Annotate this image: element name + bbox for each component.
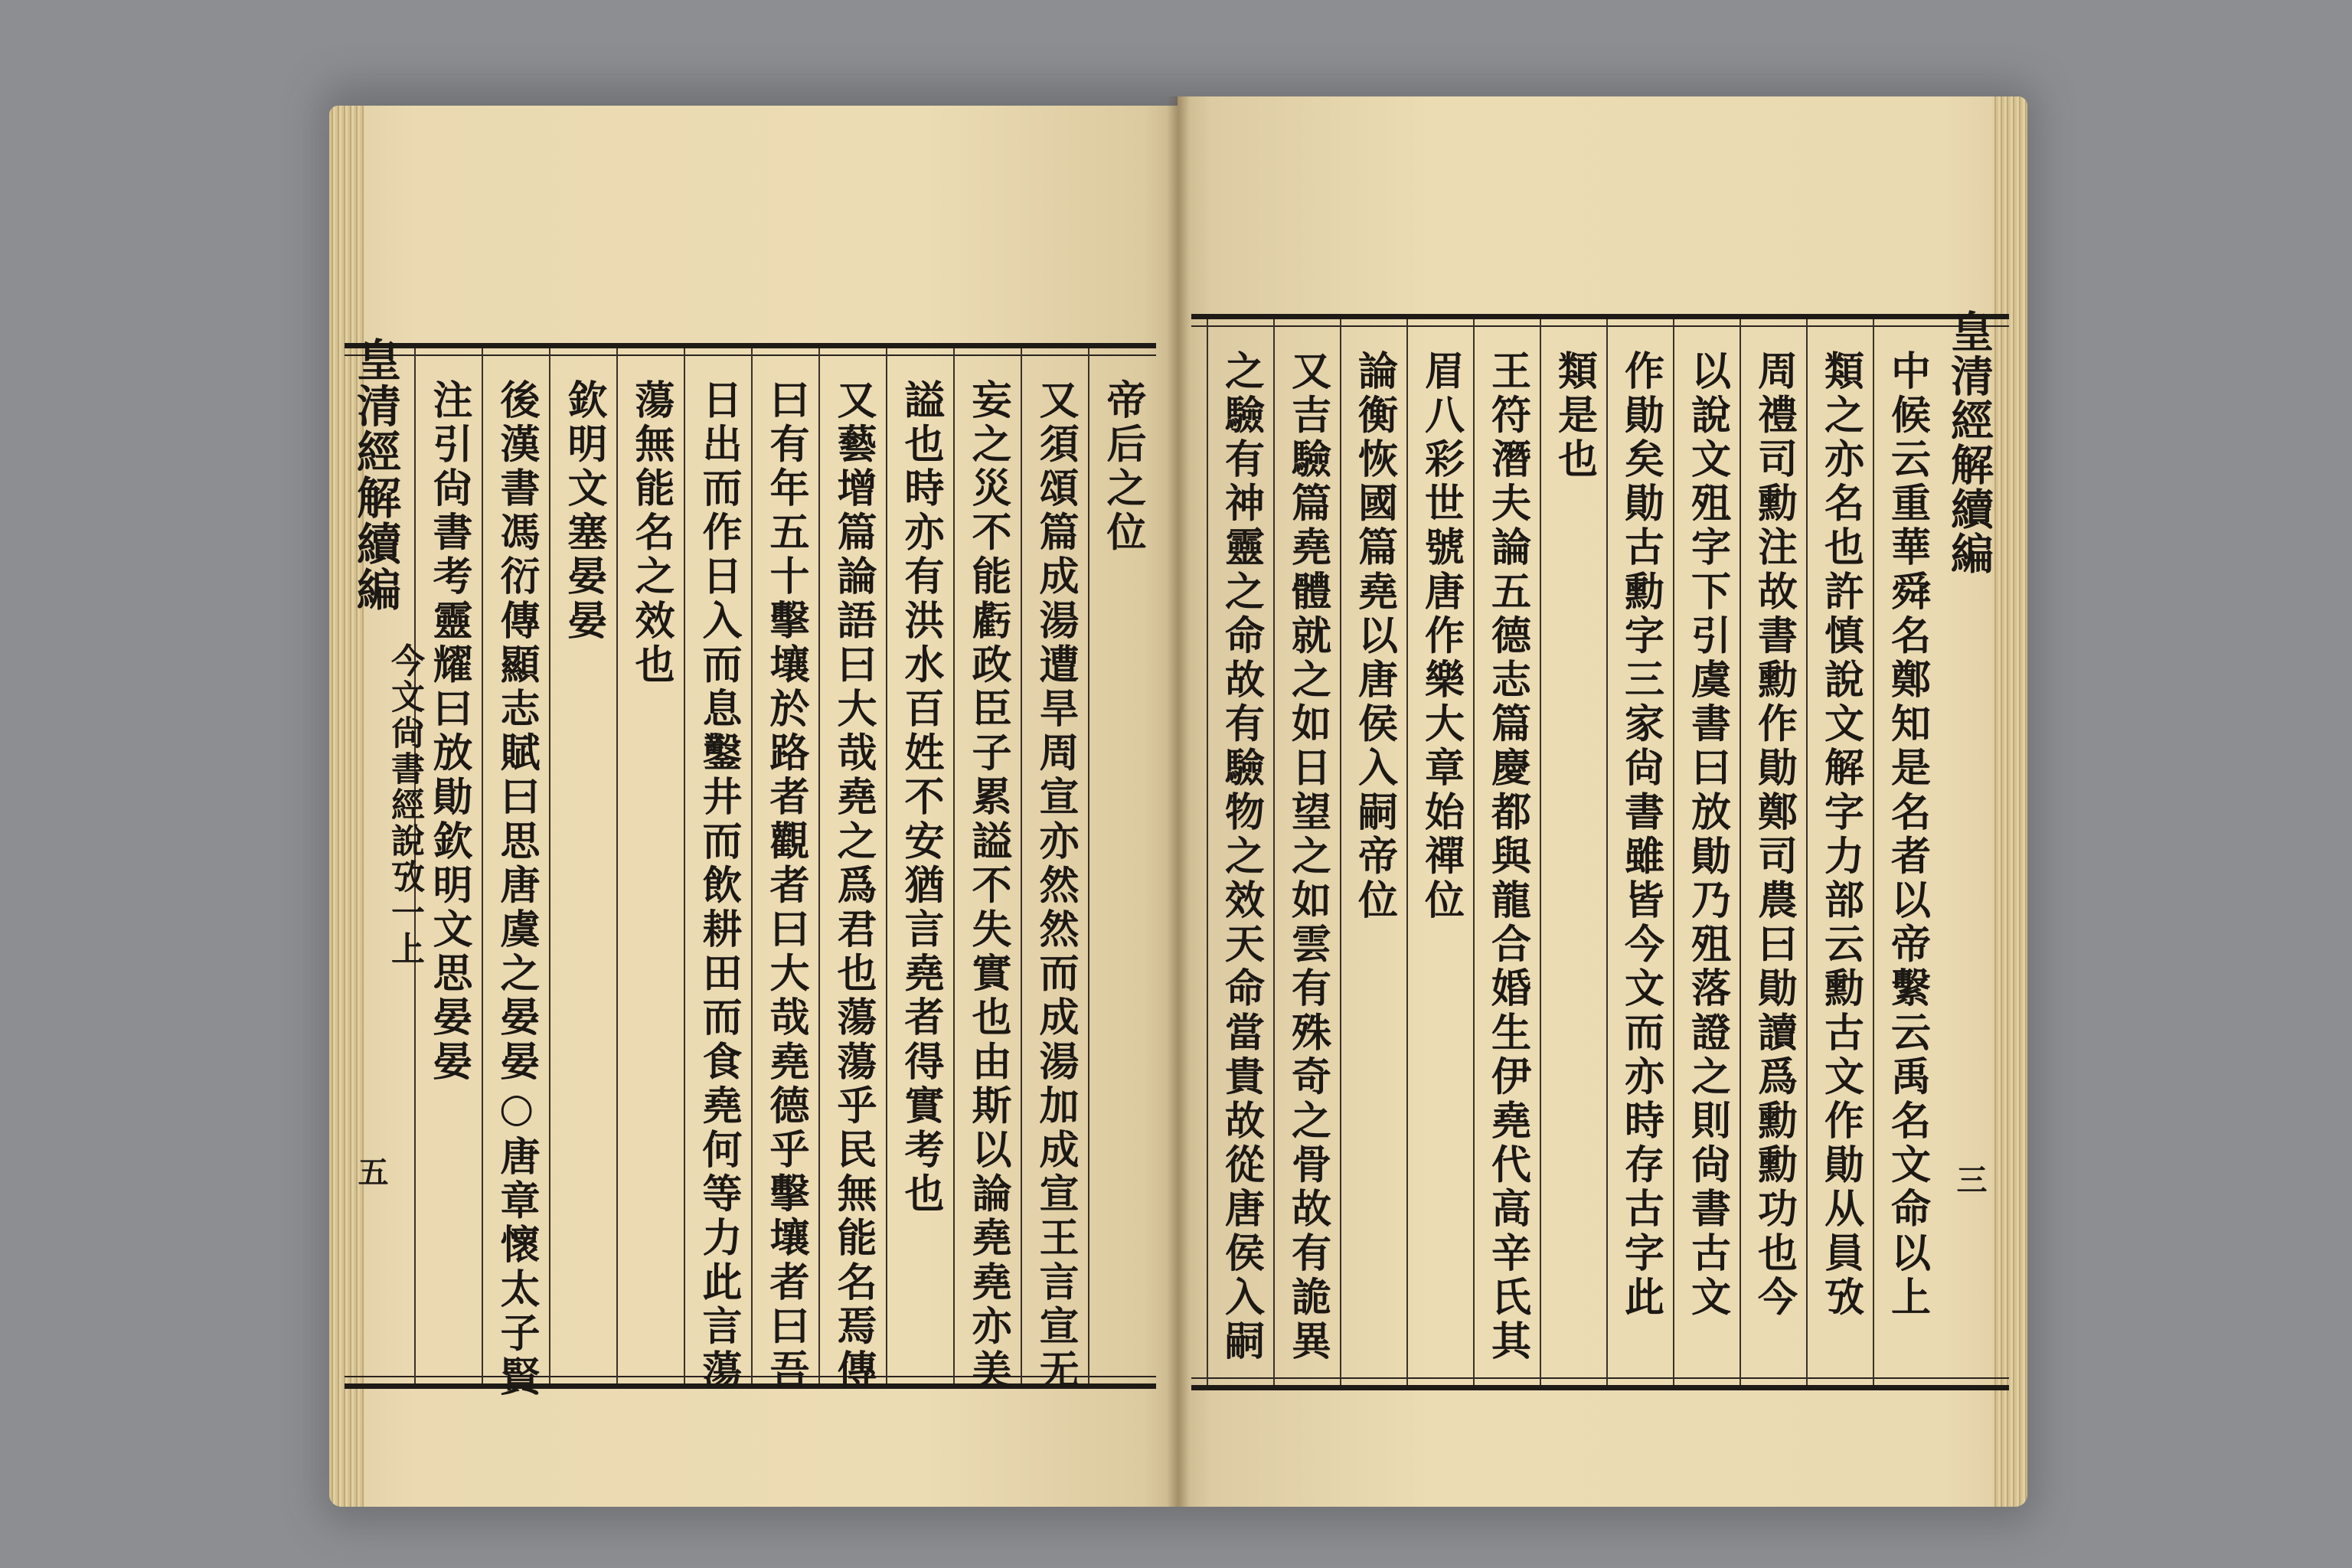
left-column bbox=[550, 348, 617, 1383]
right-column-text: 以說文殂字下引虞書曰放勛乃殂落證之則尙書古文 bbox=[1684, 350, 1731, 1321]
left-column-text: 蕩無能名之效也 bbox=[628, 379, 675, 688]
left-margin-subtitle: 今文尙書經說攷一上 bbox=[385, 643, 424, 967]
right-column-text: 眉八彩世號唐作樂大章始禪位 bbox=[1417, 350, 1465, 923]
left-text-frame bbox=[345, 343, 1156, 1400]
right-column bbox=[1873, 319, 1940, 1385]
right-column-text: 類是也 bbox=[1550, 350, 1598, 482]
right-column bbox=[1407, 319, 1474, 1385]
left-margin-title: 皇清經解續編 bbox=[349, 337, 401, 612]
left-column-text: 日出而作日入而息鑿井而飲耕田而食堯何等力此言蕩 bbox=[695, 379, 742, 1393]
right-column bbox=[1807, 319, 1873, 1385]
column-rule bbox=[1207, 319, 1208, 1385]
left-column bbox=[887, 348, 954, 1383]
book-gutter bbox=[1167, 96, 1190, 1507]
left-column-text: 妄之災不能虧政臣子累謚不失實也由斯以論堯堯亦美 bbox=[965, 379, 1011, 1393]
left-column-text: 曰有年五十擊壤於路者觀者曰大哉堯德乎擊壤者曰吾 bbox=[763, 379, 809, 1393]
right-leaf-number: 三 bbox=[1952, 1164, 1988, 1194]
right-column bbox=[1674, 319, 1740, 1385]
right-text-frame bbox=[1191, 314, 2009, 1390]
left-column-text: 注引尙書考靈耀曰放勛欽明文思晏晏 bbox=[426, 379, 472, 1085]
right-margin-title: 皇清經解續編 bbox=[1944, 309, 1994, 576]
left-column bbox=[617, 348, 684, 1383]
right-column bbox=[1740, 319, 1807, 1385]
left-column-text: 又藝增篇論語曰大哉堯之爲君也蕩蕩乎民無能名焉傳 bbox=[830, 379, 877, 1393]
right-column bbox=[1607, 319, 1674, 1385]
left-column-text: 欽明文塞晏晏 bbox=[560, 379, 607, 644]
right-column-text: 又吉驗篇堯體就之如日望之如雲有殊奇之骨故有詭異 bbox=[1284, 350, 1331, 1364]
left-column-text: 謚也時亦有洪水百姓不安猶言堯者得實考也 bbox=[897, 379, 944, 1217]
right-column-text: 中候云重華舜名鄭知是名者以帝繫云禹名文命以上 bbox=[1883, 350, 1931, 1321]
right-column bbox=[1540, 319, 1607, 1385]
left-leaf-number: 五 bbox=[353, 1156, 389, 1187]
left-column-text: 後漢書馮衍傳顯志賦曰思唐虞之晏晏○唐章懷太子賢 bbox=[493, 379, 540, 1400]
right-column-text: 類之亦名也許慎說文解字力部云勳古文作勛从員攷 bbox=[1817, 350, 1864, 1321]
right-column-text: 論衡恢國篇堯以唐侯入嗣帝位 bbox=[1351, 350, 1398, 923]
left-column bbox=[1021, 348, 1089, 1393]
right-column bbox=[1274, 319, 1341, 1385]
right-column-text: 之驗有神靈之命故有驗物之效天命當貴故從唐侯入嗣 bbox=[1217, 350, 1265, 1364]
left-column bbox=[954, 348, 1021, 1393]
right-column-text: 周禮司勳注故書勳作勛鄭司農曰勛讀爲勳勳功也今 bbox=[1750, 350, 1798, 1321]
left-column bbox=[684, 348, 752, 1393]
right-column-text: 作勛矣勛古勳字三家尙書雖皆今文而亦時存古字此 bbox=[1617, 350, 1664, 1321]
left-column bbox=[1089, 348, 1156, 1383]
left-column-text: 帝后之位 bbox=[1099, 379, 1146, 556]
left-column bbox=[752, 348, 819, 1393]
left-column-text: 又須頌篇成湯遭旱周宣亦然然而成湯加成宣王言宣无 bbox=[1032, 379, 1079, 1393]
right-column-text: 王符潛夫論五德志篇慶都與龍合婚生伊堯代高辛氏其 bbox=[1484, 350, 1531, 1364]
right-column bbox=[1207, 319, 1274, 1385]
left-column bbox=[819, 348, 887, 1393]
left-column bbox=[482, 348, 550, 1400]
right-column bbox=[1474, 319, 1540, 1385]
right-column bbox=[1341, 319, 1407, 1385]
